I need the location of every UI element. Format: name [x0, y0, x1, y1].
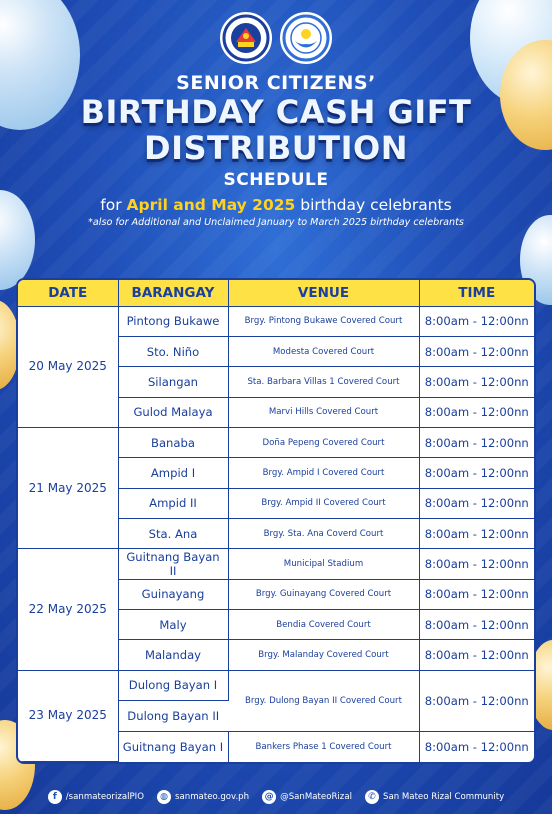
- time-cell: 8:00am - 12:00nn: [419, 306, 534, 336]
- time-cell: 8:00am - 12:00nn: [419, 367, 534, 397]
- venue-cell: Doña Pepeng Covered Court: [228, 427, 419, 457]
- time-cell: 8:00am - 12:00nn: [419, 670, 534, 731]
- column-header-time: TIME: [419, 280, 534, 306]
- facebook-handle: /sanmateorizalPIO: [65, 792, 144, 802]
- facebook-icon: f: [48, 790, 62, 804]
- title-line-1: BIRTHDAY CASH GIFT: [80, 93, 472, 131]
- viber-community-name: San Mateo Rizal Community: [382, 792, 505, 802]
- venue-cell: Brgy. Pintong Bukawe Covered Court: [228, 306, 419, 336]
- celebrants-line: [0, 196, 552, 214]
- table-row: [18, 427, 534, 457]
- barangay-cell: Gulod Malaya: [118, 397, 228, 427]
- celebrants-suffix: birthday celebrants: [295, 196, 452, 214]
- time-cell: 8:00am - 12:00nn: [419, 519, 534, 549]
- facebook-link[interactable]: [48, 790, 144, 804]
- barangay-cell: Dulong Bayan I: [118, 670, 228, 700]
- municipal-seal-logo: [220, 12, 272, 64]
- barangay-cell: Guinayang: [118, 579, 228, 609]
- barangay-cell: Banaba: [118, 427, 228, 457]
- header-kicker: SENIOR CITIZENS’: [176, 72, 376, 94]
- barangay-cell: Maly: [118, 610, 228, 640]
- time-cell: 8:00am - 12:00nn: [419, 549, 534, 579]
- date-cell: 21 May 2025: [18, 427, 118, 548]
- venue-cell: Brgy. Ampid II Covered Court: [228, 488, 419, 518]
- social-footer: [0, 780, 552, 814]
- barangay-cell: Malanday: [118, 640, 228, 670]
- time-cell: 8:00am - 12:00nn: [419, 579, 534, 609]
- venue-cell: Sta. Barbara Villas 1 Covered Court: [228, 367, 419, 397]
- table-row: [18, 549, 534, 579]
- barangay-cell: Dulong Bayan II: [118, 701, 228, 731]
- barangay-cell: Sta. Ana: [118, 519, 228, 549]
- time-cell: 8:00am - 12:00nn: [419, 488, 534, 518]
- date-cell: 22 May 2025: [18, 549, 118, 670]
- venue-cell: Bankers Phase 1 Covered Court: [228, 731, 419, 761]
- social-handle: @SanMateoRizal: [280, 792, 352, 802]
- celebrants-prefix: for: [100, 196, 127, 214]
- additional-note: *also for Additional and Unclaimed January to March 2025 birthday celebrants: [88, 217, 464, 228]
- time-cell: 8:00am - 12:00nn: [424, 739, 529, 754]
- venue-cell: Brgy. Dulong Bayan II Covered Court: [228, 670, 419, 731]
- venue-cell: Modesta Covered Court: [228, 336, 419, 366]
- time-cell: 8:00am - 12:00nn: [419, 458, 534, 488]
- venue-cell: Bendia Covered Court: [228, 610, 419, 640]
- barangay-cell: Guitnang Bayan II: [118, 549, 228, 579]
- column-header-barangay: BARANGAY: [118, 280, 228, 306]
- date-cell: 20 May 2025: [18, 306, 118, 427]
- osca-seal-logo: [280, 12, 332, 64]
- column-header-date: DATE: [18, 280, 118, 306]
- schedule-label: SCHEDULE: [223, 170, 329, 190]
- barangay-cell: Sto. Niño: [118, 336, 228, 366]
- barangay-cell: Silangan: [118, 367, 228, 397]
- website-url: sanmateo.gov.ph: [175, 792, 250, 802]
- viber-community-link[interactable]: [365, 790, 504, 804]
- time-cell: 8:00am - 12:00nn: [419, 336, 534, 366]
- date-cell: 23 May 2025: [18, 670, 118, 761]
- globe-icon: ◍: [157, 790, 171, 804]
- celebrants-highlight: April and May 2025: [126, 196, 296, 214]
- time-cell: 8:00am - 12:00nn: [419, 610, 534, 640]
- venue-cell: Brgy. Guinayang Covered Court: [228, 579, 419, 609]
- venue-cell: Brgy. Malanday Covered Court: [228, 640, 419, 670]
- header: [0, 66, 552, 228]
- venue-cell: Marvi Hills Covered Court: [228, 397, 419, 427]
- venue-cell: Brgy. Sta. Ana Coverd Court: [228, 519, 419, 549]
- barangay-cell: Pintong Bukawe: [118, 306, 228, 336]
- barangay-cell: Ampid II: [118, 488, 228, 518]
- column-header-venue: VENUE: [228, 280, 419, 306]
- logos: [0, 12, 552, 64]
- title-line-2: DISTRIBUTION: [144, 129, 408, 167]
- table-header-row: [18, 280, 534, 306]
- time-cell: 8:00am - 12:00nn: [419, 427, 534, 457]
- social-handle-link[interactable]: [262, 790, 352, 804]
- table-row: [18, 670, 534, 700]
- viber-icon: ✆: [365, 790, 379, 804]
- table-row: [18, 306, 534, 336]
- venue-cell: Municipal Stadium: [228, 549, 419, 579]
- venue-cell: Brgy. Ampid I Covered Court: [228, 458, 419, 488]
- time-cell: 8:00am - 12:00nn: [419, 640, 534, 670]
- schedule-table: [16, 278, 536, 764]
- time-cell: 8:00am - 12:00nn: [419, 397, 534, 427]
- barangay-cell: Guitnang Bayan I: [118, 731, 228, 761]
- barangay-cell: Ampid I: [118, 458, 228, 488]
- website-link[interactable]: [157, 790, 249, 804]
- at-icon: @: [262, 790, 276, 804]
